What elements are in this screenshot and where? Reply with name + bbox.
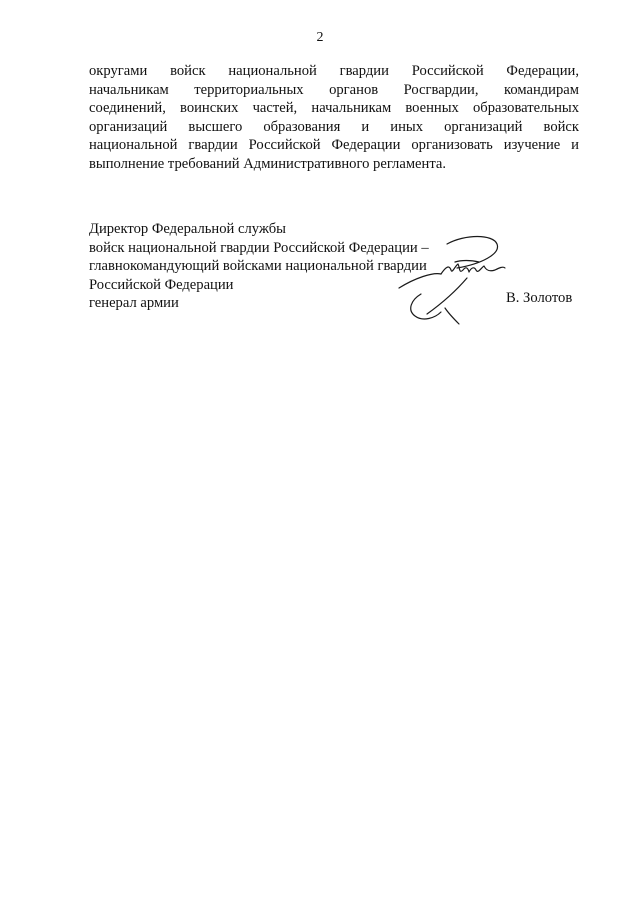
signatory-title-line: войск национальной гвардии Российской Федерации – — [89, 239, 429, 256]
body-line: округами войск национальной гвардии Российской Федерации, — [89, 63, 579, 79]
body-line: организаций высшего образования и иных организаций войск — [89, 118, 579, 135]
body-line: начальникам территориальных органов Росгвардии, командирам — [89, 81, 579, 98]
signer-name: В. Золотов — [506, 290, 573, 306]
signatory-rank-line: генерал армии — [89, 295, 179, 311]
handwritten-signature — [385, 230, 515, 330]
page-number: 2 — [316, 30, 324, 45]
body-line: выполнение требований Административного регламента. — [89, 155, 447, 172]
signatory-title-line: Директор Федеральной службы — [89, 221, 286, 237]
signatory-title-line: Российской Федерации — [89, 276, 234, 293]
signatory-title-line: главнокомандующий войсками национальной гвардии — [89, 258, 427, 274]
body-paragraph — [89, 62, 579, 173]
body-line: национальной гвардии Российской Федерации организовать изучение и — [89, 137, 579, 153]
signatory-title-block — [89, 220, 429, 313]
body-line: соединений, воинских частей, начальникам военных образовательных — [89, 100, 579, 116]
